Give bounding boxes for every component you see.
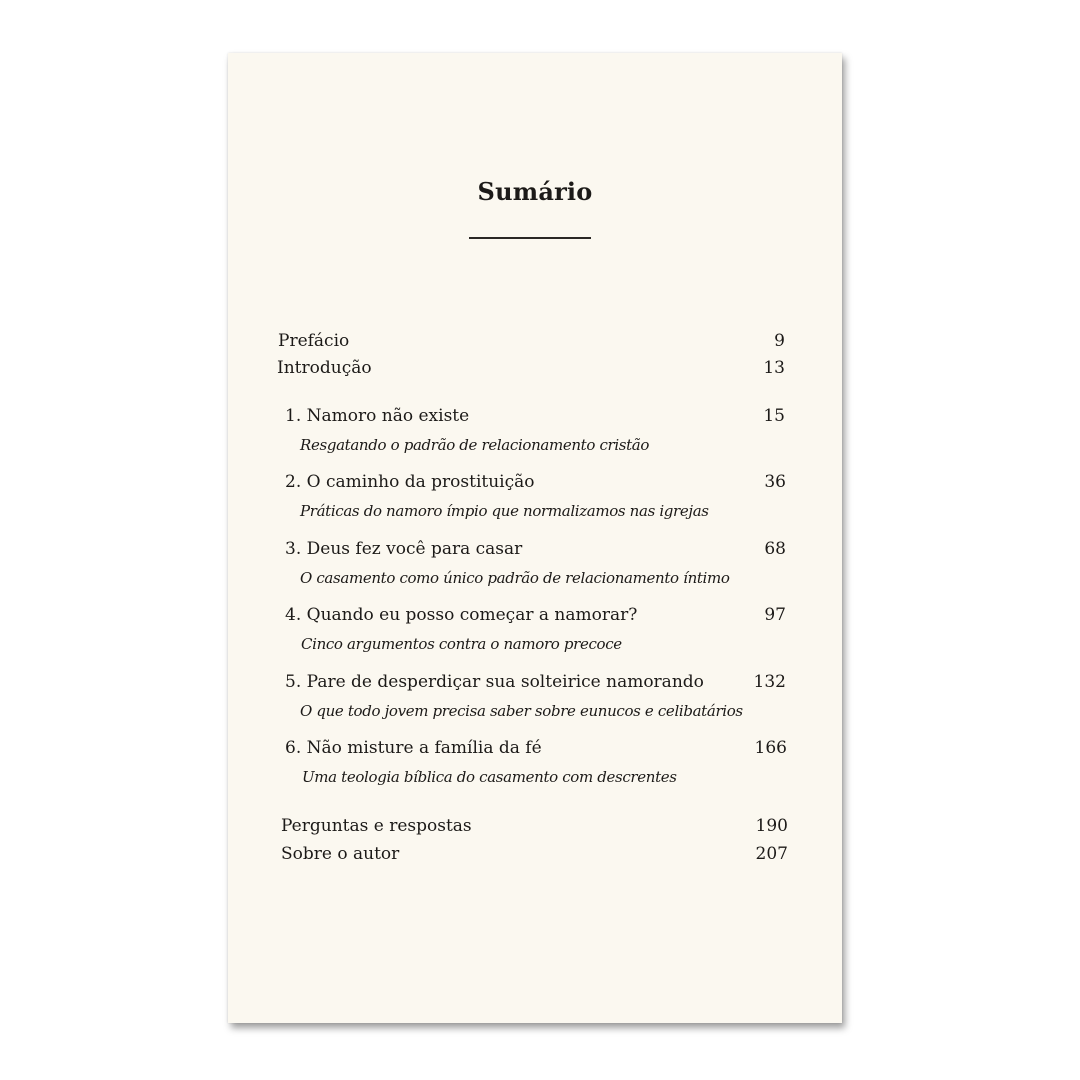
chapter-page: 15	[763, 406, 785, 426]
chapter-page: 97	[764, 605, 786, 625]
chapter-page: 132	[753, 672, 786, 692]
chapter-subtitle: Práticas do namoro ímpio que normalizamos nas igrejas	[300, 502, 709, 520]
chapter-title: 5. Pare de desperdiçar sua solteirice namorando	[285, 672, 704, 692]
chapter-subtitle: O casamento como único padrão de relacionamento íntimo	[300, 569, 730, 587]
chapter-title: 3. Deus fez você para casar	[285, 539, 523, 559]
title-divider	[469, 237, 591, 239]
chapter-page: 166	[754, 738, 787, 758]
toc-entry-label: Prefácio	[278, 331, 350, 351]
chapter-title: 4. Quando eu posso começar a namorar?	[285, 605, 638, 625]
page-title: Sumário	[477, 177, 593, 206]
toc-entry-label: Introdução	[277, 358, 372, 378]
book-page	[228, 53, 842, 1023]
chapter-title: 1. Namoro não existe	[285, 406, 470, 426]
toc-entry-page: 13	[763, 358, 785, 378]
chapter-subtitle: Cinco argumentos contra o namoro precoce	[301, 635, 622, 653]
toc-entry-label: Sobre o autor	[281, 844, 400, 864]
chapter-page: 68	[764, 539, 786, 559]
chapter-subtitle: Resgatando o padrão de relacionamento cristão	[300, 436, 650, 454]
chapter-title: 2. O caminho da prostituição	[285, 472, 535, 492]
chapter-subtitle: Uma teologia bíblica do casamento com descrentes	[302, 768, 677, 786]
toc-entry-page: 207	[755, 844, 788, 864]
chapter-subtitle: O que todo jovem precisa saber sobre eunucos e celibatários	[300, 702, 743, 720]
chapter-title: 6. Não misture a família da fé	[285, 738, 542, 758]
chapter-page: 36	[764, 472, 786, 492]
toc-entry-page: 9	[774, 331, 785, 351]
toc-entry-page: 190	[755, 816, 788, 836]
toc-entry-label: Perguntas e respostas	[281, 816, 472, 836]
